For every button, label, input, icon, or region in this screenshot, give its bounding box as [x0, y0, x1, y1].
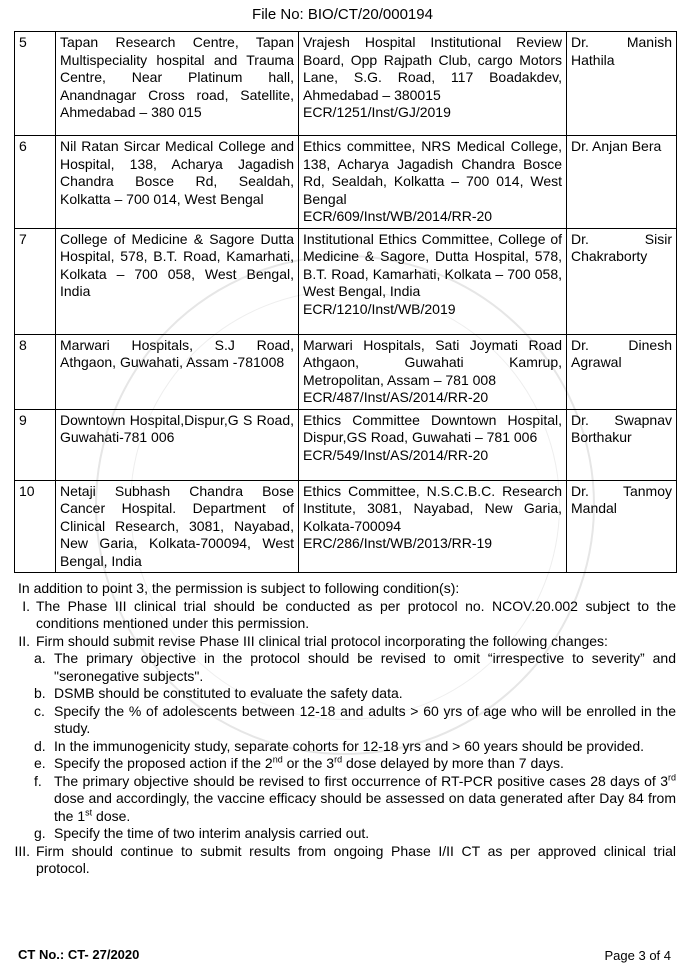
sub-condition-text: The primary objective in the protocol should be revised to omit “irrespective to severity” and "seronegative subjects".: [54, 650, 676, 684]
site-address: Netaji Subhash Chandra Bose Cancer Hospital. Department of Clinical Research, 3081, Nayabad, New Garia, Kolkata-700094, West Bengal, India: [56, 480, 299, 573]
table-row: [15, 409, 677, 480]
condition-marker: III.: [14, 842, 30, 859]
sub-condition-text: In the immunogenicity study, separate cohorts for 12-18 yrs and > 60 years should be provided.: [54, 737, 645, 754]
table-row: [15, 334, 677, 409]
ethics-committee: [299, 228, 567, 334]
sub-condition-marker: b.: [34, 685, 46, 701]
sub-condition-marker: a.: [34, 650, 46, 666]
investigator: Dr. Dinesh Agrawal: [567, 334, 677, 409]
table-row: [15, 136, 677, 229]
condition-text: Firm should continue to submit results from ongoing Phase I/II CT as per approved clinical trial protocol.: [36, 842, 676, 876]
text-run: dose and accordingly, the vaccine efficacy should be assessed on data generated after Day 84 from the 1: [54, 790, 676, 824]
sub-condition-text: [54, 755, 676, 773]
ct-number: CT No.: CT- 27/2020: [18, 947, 140, 962]
ethics-committee: [299, 136, 567, 229]
row-number: 6: [15, 136, 56, 229]
sub-condition-item: [34, 685, 676, 703]
ordinal-suffix: rd: [334, 754, 343, 765]
text-run: dose.: [92, 807, 131, 824]
table-row: [15, 228, 677, 334]
trial-sites-table: [14, 31, 677, 573]
committee-address: Ethics Committee Downtown Hospital, Dispur,GS Road, Guwahati – 781 006: [303, 411, 562, 445]
investigator: Dr. Sisir Chakraborty: [567, 228, 677, 334]
committee-address: Ethics committee, NRS Medical College, 138, Acharya Jagadish Chandra Bosce Rd, Sealdah, Kolkatta – 700 014, West Bengal: [303, 138, 562, 207]
committee-address: Vrajesh Hospital Institutional Review Board, Opp Rajpath Club, cargo Motors Lane, S.G. Road, 117 Boadakdev, Ahmedabad – 380015: [303, 34, 562, 103]
committee-registration: ECR/487/Inst/AS/2014/RR-20: [303, 389, 489, 405]
ordinal-suffix: nd: [272, 754, 283, 765]
row-number: 10: [15, 480, 56, 573]
row-number: 7: [15, 228, 56, 334]
row-number: 8: [15, 334, 56, 409]
condition-text: Firm should submit revise Phase III clinical trial protocol incorporating the following changes:: [36, 632, 608, 649]
table-row: [15, 32, 677, 136]
site-address: Downtown Hospital,Dispur,G S Road, Guwahati-781 006: [56, 409, 299, 480]
row-number: 5: [15, 32, 56, 136]
text-run: dose delayed by more than 7 days.: [342, 755, 564, 771]
committee-registration: ECR/1251/Inst/GJ/2019: [303, 104, 451, 120]
sub-condition-item: [34, 650, 676, 685]
condition-item: [14, 843, 676, 878]
sub-condition-text: DSMB should be constituted to evaluate the safety data.: [54, 685, 403, 701]
sub-condition-item: [34, 825, 676, 843]
sub-condition-item: [34, 773, 676, 826]
committee-registration: ERC/286/Inst/WB/2013/RR-19: [303, 535, 493, 551]
condition-marker: I.: [22, 597, 30, 614]
sub-condition-text: Specify the time of two interim analysis carried out.: [54, 825, 370, 841]
investigator: Dr. Manish Hathila: [567, 32, 677, 136]
conditions-intro: In addition to point 3, the permission is subject to following condition(s):: [18, 580, 460, 596]
sub-condition-item: [34, 755, 676, 773]
investigator: Dr. Swapnav Borthakur: [567, 409, 677, 480]
site-address: Tapan Research Centre, Tapan Multispeciality hospital and Trauma Centre, Near Platinum hall, Anandnagar Cross road, Satellite, Ahmedabad – 380 015: [56, 32, 299, 136]
condition-text: The Phase III clinical trial should be conducted as per protocol no. NCOV.20.002 subject to the conditions mentioned under this permission.: [36, 597, 676, 631]
ethics-committee: [299, 32, 567, 136]
investigator: Dr. Tanmoy Mandal: [567, 480, 677, 573]
ordinal-suffix: st: [85, 806, 93, 817]
committee-address: Ethics Committee, N.S.C.B.C. Research Institute, 3081, Nayabad, New Garia, Kolkata-700094: [303, 482, 562, 534]
site-address: Marwari Hospitals, S.J Road, Athgaon, Guwahati, Assam -781008: [56, 334, 299, 409]
text-run: Specify the proposed action if the 2: [54, 755, 273, 771]
conditions-section: [14, 580, 676, 878]
committee-address: Institutional Ethics Committee, College of Medicine & Sagore, Dutta Hospital, 578, B.T. Road, Kamarhati, Kolkata – 700 058, West Bengal, India: [303, 230, 562, 299]
text-run: or the 3: [282, 755, 335, 771]
site-address: Nil Ratan Sircar Medical College and Hospital, 138, Acharya Jagadish Chandra Bosce Rd, Sealdah, Kolkatta – 700 014, West Bengal: [56, 136, 299, 229]
condition-marker: II.: [18, 632, 30, 649]
sub-condition-marker: e.: [34, 755, 46, 771]
sub-condition-marker: g.: [34, 825, 46, 841]
ethics-committee: [299, 409, 567, 480]
committee-registration: ECR/549/Inst/AS/2014/RR-20: [303, 446, 489, 463]
sub-condition-text: [54, 773, 676, 826]
committee-registration: ECR/1210/Inst/WB/2019: [303, 300, 456, 317]
investigator: Dr. Anjan Bera: [567, 136, 677, 229]
condition-item: [14, 633, 676, 651]
committee-address: Marwari Hospitals, Sati Joymati Road Athgaon, Guwahati Kamrup, Metropolitan, Assam – 781 008: [303, 336, 562, 388]
sub-condition-marker: c.: [34, 702, 45, 719]
sub-condition-item: [34, 703, 676, 738]
site-address: College of Medicine & Sagore Dutta Hospital, 578, B.T. Road, Kamarhati, Kolkata – 700 058, West Bengal, India: [56, 228, 299, 334]
sub-condition-item: [34, 738, 676, 756]
ethics-committee: [299, 480, 567, 573]
condition-item: [14, 598, 676, 633]
page-number: Page 3 of 4: [604, 948, 671, 963]
table-row: [15, 480, 677, 573]
sub-condition-marker: d.: [34, 737, 46, 754]
ordinal-suffix: rd: [667, 771, 676, 782]
committee-registration: ECR/609/Inst/WB/2014/RR-20: [303, 208, 493, 224]
text-run: The primary objective should be revised to first occurrence of RT-PCR positive cases 28 days of 3: [54, 772, 668, 789]
sub-condition-text: Specify the % of adolescents between 12-18 and adults > 60 yrs of age who will be enrolled in the study.: [54, 702, 676, 736]
file-number: File No: BIO/CT/20/000194: [252, 6, 433, 23]
ethics-committee: [299, 334, 567, 409]
row-number: 9: [15, 409, 56, 480]
sub-condition-marker: f.: [34, 772, 42, 789]
